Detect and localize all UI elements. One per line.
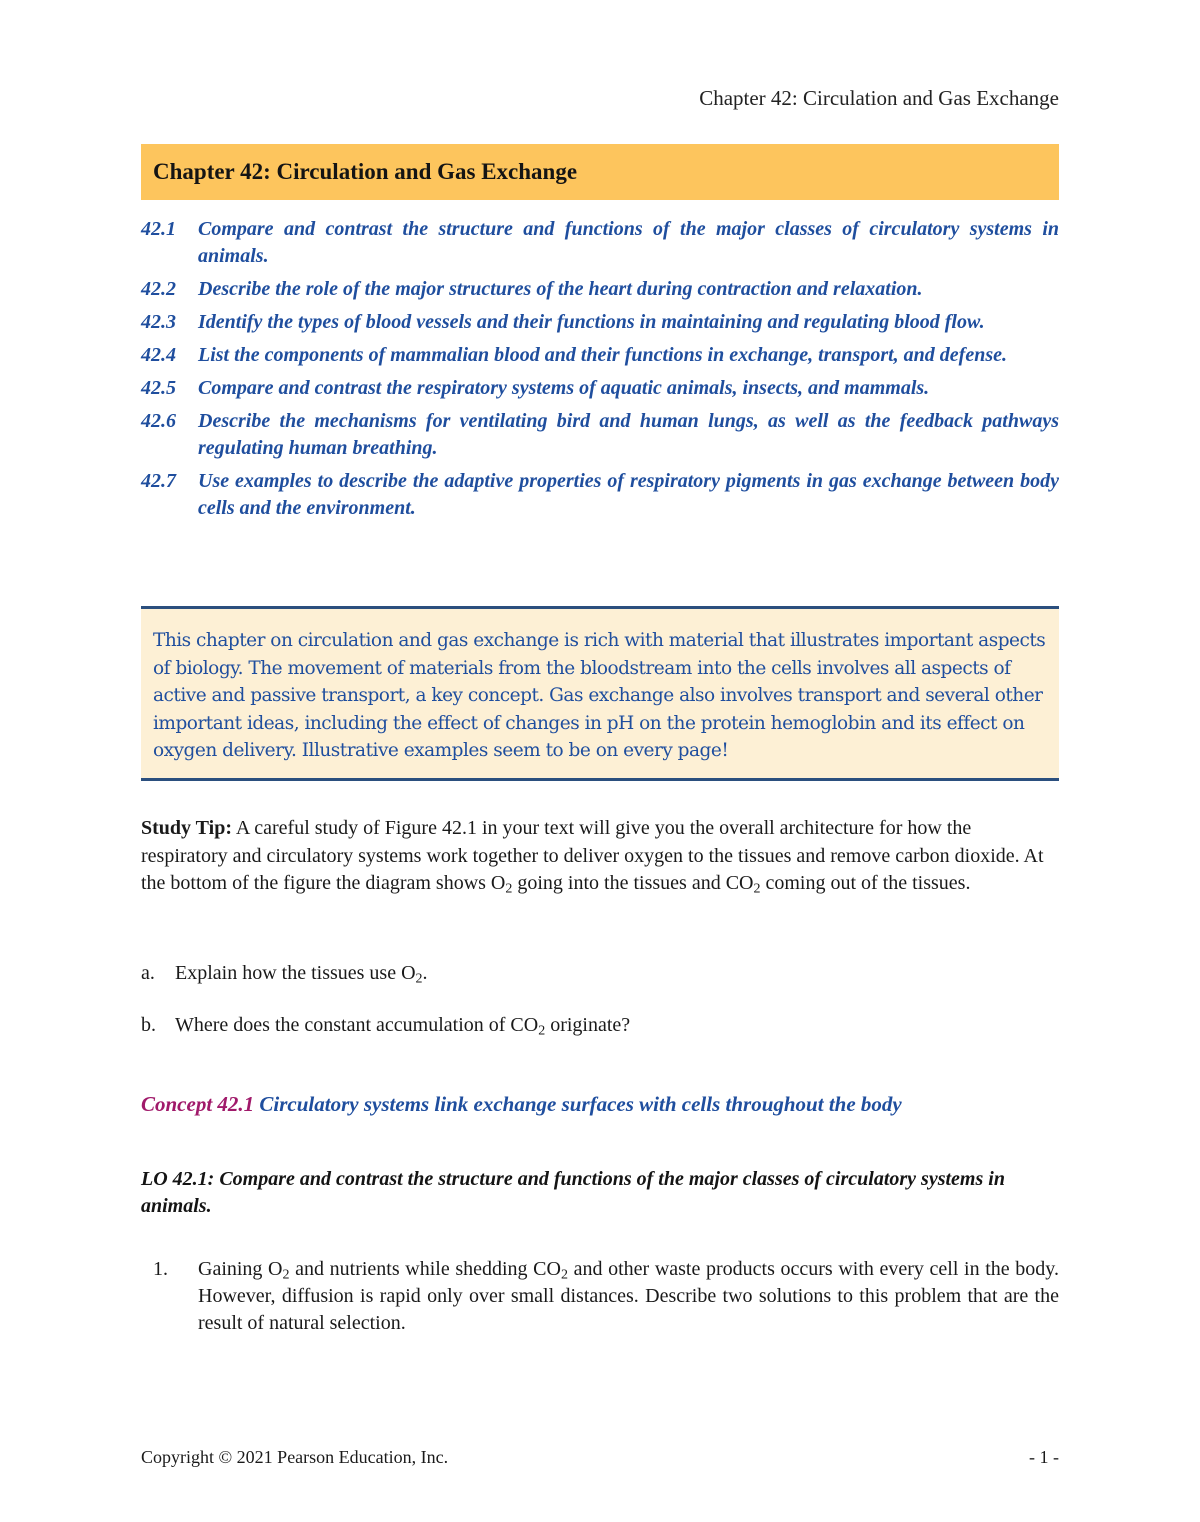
copyright-notice: Copyright © 2021 Pearson Education, Inc.: [141, 1447, 449, 1467]
chapter-title: Chapter 42: Circulation and Gas Exchange: [153, 159, 578, 184]
objective-text: Compare and contrast the structure and functions of the major classes of circulatory systems in animals.: [198, 218, 1059, 267]
page-footer: [141, 1445, 1059, 1469]
study-tip-label: Study Tip:: [141, 817, 232, 839]
objective-text: List the components of mammalian blood and their functions in exchange, transport, and defense.: [198, 344, 1007, 366]
question-text: [198, 1256, 1059, 1337]
running-header: Chapter 42: Circulation and Gas Exchange: [699, 86, 1059, 110]
chapter-title-banner: [141, 144, 1059, 200]
question-text-part: Where does the constant accumulation of CO: [175, 1014, 539, 1036]
subscript: 2: [505, 881, 513, 897]
objective-text: Compare and contrast the respiratory systems of aquatic animals, insects, and mammals.: [198, 377, 930, 399]
objective-item: [141, 375, 1059, 402]
study-tip-text: coming out of the tissues.: [760, 872, 971, 894]
learning-objectives-list: [141, 216, 1059, 528]
question-text-part: originate?: [545, 1014, 631, 1036]
numbered-question-1: [141, 1256, 1059, 1337]
question-text-part: and other waste products occurs with every cell in the body. However, diffusion is rapid only over small distances. Describe two solutions to this problem that are the result of natural selection.: [198, 1258, 1059, 1334]
question-label: a.: [141, 962, 155, 984]
subscript: 2: [560, 1267, 568, 1283]
question-b: [141, 1012, 1059, 1039]
page-number: - 1 -: [1029, 1447, 1059, 1467]
objective-number: 42.5: [141, 377, 176, 399]
question-text: [175, 1012, 630, 1039]
objective-item: [141, 408, 1059, 462]
study-tip-text: going into the tissues and CO: [512, 872, 754, 894]
question-number: 1.: [153, 1258, 168, 1280]
objective-number: 42.7: [141, 470, 176, 492]
learning-objective-heading: LO 42.1: Compare and contrast the structure and functions of the major classes of circulatory systems in animals.: [141, 1168, 1005, 1217]
question-text-part: and nutrients while shedding CO: [289, 1258, 561, 1280]
objective-number: 42.3: [141, 311, 176, 333]
question-text-part: Explain how the tissues use O: [175, 962, 416, 984]
subscript: 2: [415, 971, 423, 987]
concept-heading: [141, 1090, 1059, 1118]
subscript: 2: [282, 1267, 290, 1283]
question-text-part: Gaining O: [198, 1258, 283, 1280]
objective-text: Describe the mechanisms for ventilating bird and human lungs, as well as the feedback pathways regulating human breathing.: [198, 410, 1059, 459]
subscript: 2: [753, 881, 761, 897]
question-a: [141, 960, 1059, 987]
study-tip-text: A careful study of Figure 42.1 in your text will give you the overall architecture for how the respiratory and circulatory systems work together to deliver oxygen to the tissues and remove carbon dioxide. At the bottom of the figure the diagram shows O: [141, 817, 1044, 894]
objective-number: 42.4: [141, 344, 176, 366]
question-text-part: .: [422, 962, 428, 984]
objective-number: 42.6: [141, 410, 176, 432]
concept-text: Circulatory systems link exchange surfaces with cells throughout the body: [254, 1092, 902, 1116]
question-label: b.: [141, 1014, 156, 1036]
objective-item: [141, 309, 1059, 336]
objective-number: 42.2: [141, 278, 176, 300]
concept-number: Concept 42.1: [141, 1092, 255, 1116]
intro-text: This chapter on circulation and gas exchange is rich with material that illustrates important aspects of biology. The movement of materials from the bloodstream into the cells involves all aspects of active and passive transport, a key concept. Gas exchange also involves transport and several other important ideas, including the effect of changes in pH on the protein hemoglobin and its effect on oxygen delivery. Illustrative examples seem to be on every page!: [153, 630, 1046, 761]
study-tip-paragraph: [141, 815, 1059, 898]
objective-number: 42.1: [141, 218, 176, 240]
question-text: [175, 960, 428, 987]
objective-item: [141, 216, 1059, 270]
objective-item: [141, 468, 1059, 522]
objective-text: Identify the types of blood vessels and their functions in maintaining and regulating blood flow.: [198, 311, 985, 333]
objective-text: Use examples to describe the adaptive properties of respiratory pigments in gas exchange between body cells and the environment.: [198, 470, 1059, 519]
intro-callout-box: [141, 606, 1059, 781]
objective-item: [141, 276, 1059, 303]
subscript: 2: [538, 1023, 546, 1039]
objective-item: [141, 342, 1059, 369]
objective-text: Describe the role of the major structures of the heart during contraction and relaxation.: [198, 278, 923, 300]
